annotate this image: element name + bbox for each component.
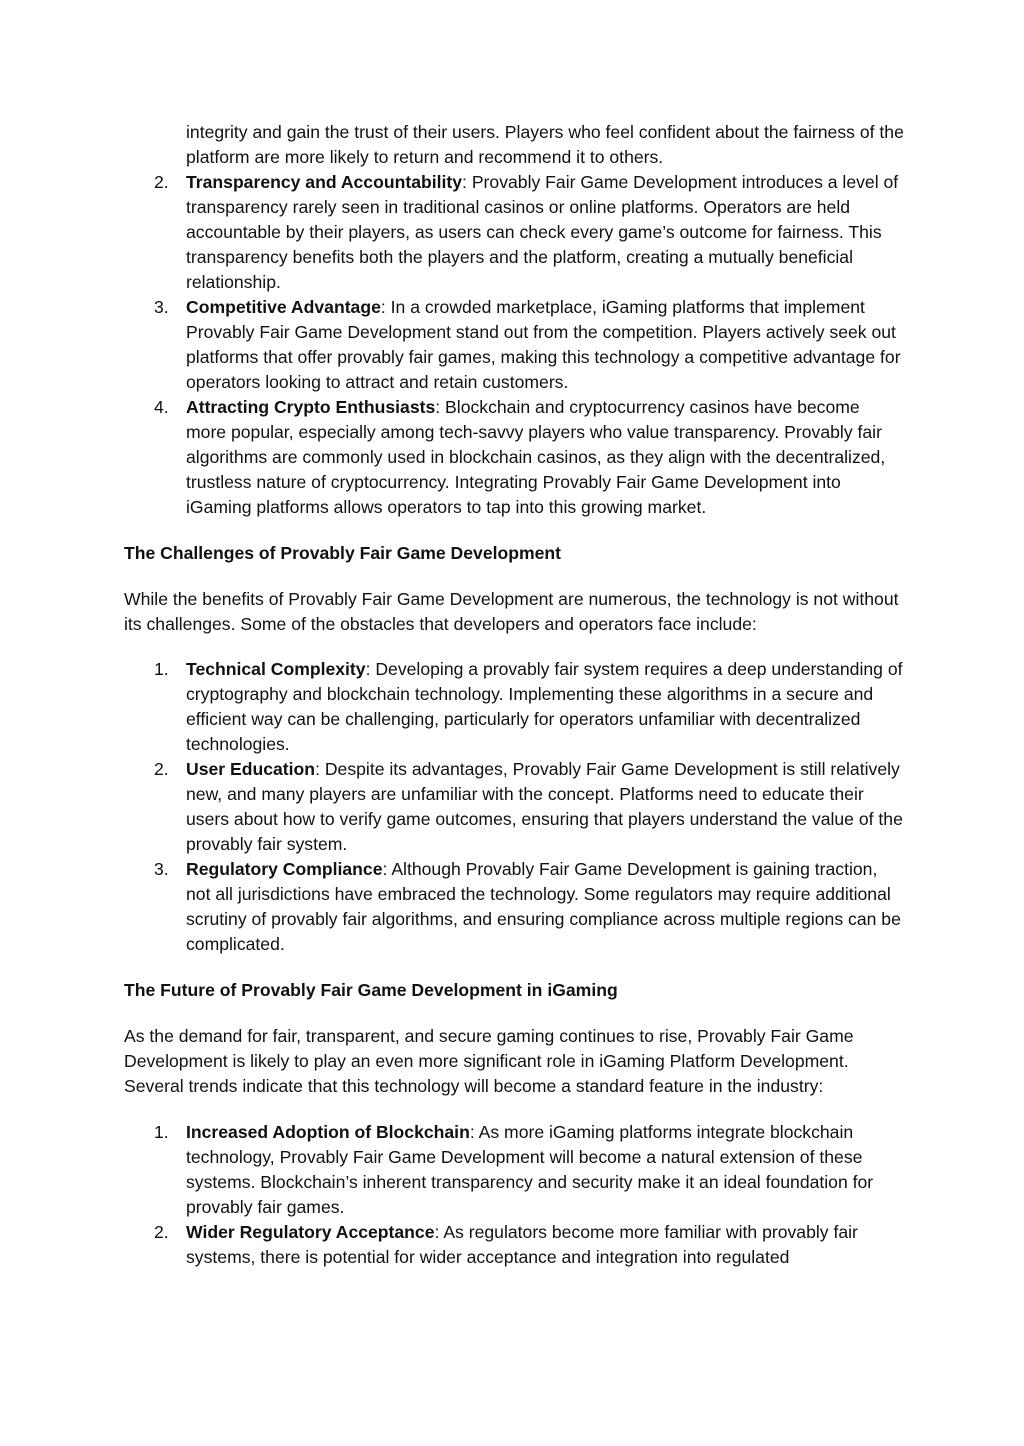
list-number: 3. [154,297,169,317]
list-number: 2. [154,759,169,779]
list-item-text: : Blockchain and cryptocurrency casinos have become more popular, especially among tech-savvy players who value transparency. Provably fair algorithms are commonly used in blockchain casinos, as they align with the decentralized, trustless nature of cryptocurrency. Integrating Provably Fair Game Development into iGaming platforms allows operators to tap into this growing market. [186,397,886,517]
list-item [124,657,904,757]
list-item-title: User Education [186,759,316,779]
future-intro: As the demand for fair, transparent, and secure gaming continues to rise, Provably Fair Game Development is likely to play an even more significant role in iGaming Platform Development. Several trends indicate that this technology will become a standard feature in the industry: [124,1026,854,1096]
list-item-title: Transparency and Accountability [186,172,463,192]
challenges-heading: The Challenges of Provably Fair Game Development [124,543,562,563]
list-number: 3. [154,859,169,879]
continuation-paragraph: integrity and gain the trust of their users. Players who feel confident about the fairness of the platform are more likely to return and recommend it to others. [186,122,904,167]
list-item-title: Attracting Crypto Enthusiasts [186,397,436,417]
list-number: 4. [154,397,169,417]
list-item-text: : As more iGaming platforms integrate blockchain technology, Provably Fair Game Development will become a natural extension of these systems. Blockchain’s inherent transparency and security make it an ideal foundation for provably fair games. [186,1122,874,1217]
list-number: 1. [154,659,169,679]
future-heading: The Future of Provably Fair Game Development in iGaming [124,980,618,1000]
challenges-intro: While the benefits of Provably Fair Game Development are numerous, the technology is not without its challenges. Some of the obstacles that developers and operators face include: [124,589,899,634]
challenges-list [124,657,904,957]
list-item-title: Wider Regulatory Acceptance [186,1222,435,1242]
list-item-text: : Provably Fair Game Development introduces a level of transparency rarely seen in traditional casinos or online platforms. Operators are held accountable by their players, as users can check every game’s outcome for fairness. This transparency benefits both the players and the platform, creating a mutually beneficial relationship. [186,172,899,292]
list-item-text: : Developing a provably fair system requires a deep understanding of cryptography and blockchain technology. Implementing these algorithms in a secure and efficient way can be challenging, particularly for operators unfamiliar with decentralized technologies. [186,659,903,754]
list-number: 2. [154,172,169,192]
list-item-title: Increased Adoption of Blockchain [186,1122,470,1142]
list-item [124,1220,904,1270]
list-item [124,857,904,957]
list-item-text: : As regulators become more familiar with provably fair systems, there is potential for wider acceptance and integration into regulated [186,1222,858,1267]
list-item-title: Competitive Advantage [186,297,381,317]
list-item-title: Technical Complexity [186,659,366,679]
future-list [124,1120,904,1270]
list-item [124,295,904,395]
document-content [124,120,904,1270]
list-item-text: : Although Provably Fair Game Development is gaining traction, not all jurisdictions have embraced the technology. Some regulators may require additional scrutiny of provably fair algorithms, and ensuring compliance across multiple regions can be complicated. [186,859,901,954]
benefits-list [124,170,904,520]
list-item [124,757,904,857]
list-item [124,170,904,295]
list-number: 1. [154,1122,169,1142]
list-item-text: : In a crowded marketplace, iGaming platforms that implement Provably Fair Game Development stand out from the competition. Players actively seek out platforms that offer provably fair games, making this technology a competitive advantage for operators looking to attract and retain customers. [186,297,901,392]
list-item [124,1120,904,1220]
list-number: 2. [154,1222,169,1242]
list-item-title: Regulatory Compliance [186,859,383,879]
list-item-text: : Despite its advantages, Provably Fair Game Development is still relatively new, and many players are unfamiliar with the concept. Platforms need to educate their users about how to verify game outcomes, ensuring that players understand the value of the provably fair system. [186,759,903,854]
list-item [124,395,904,520]
